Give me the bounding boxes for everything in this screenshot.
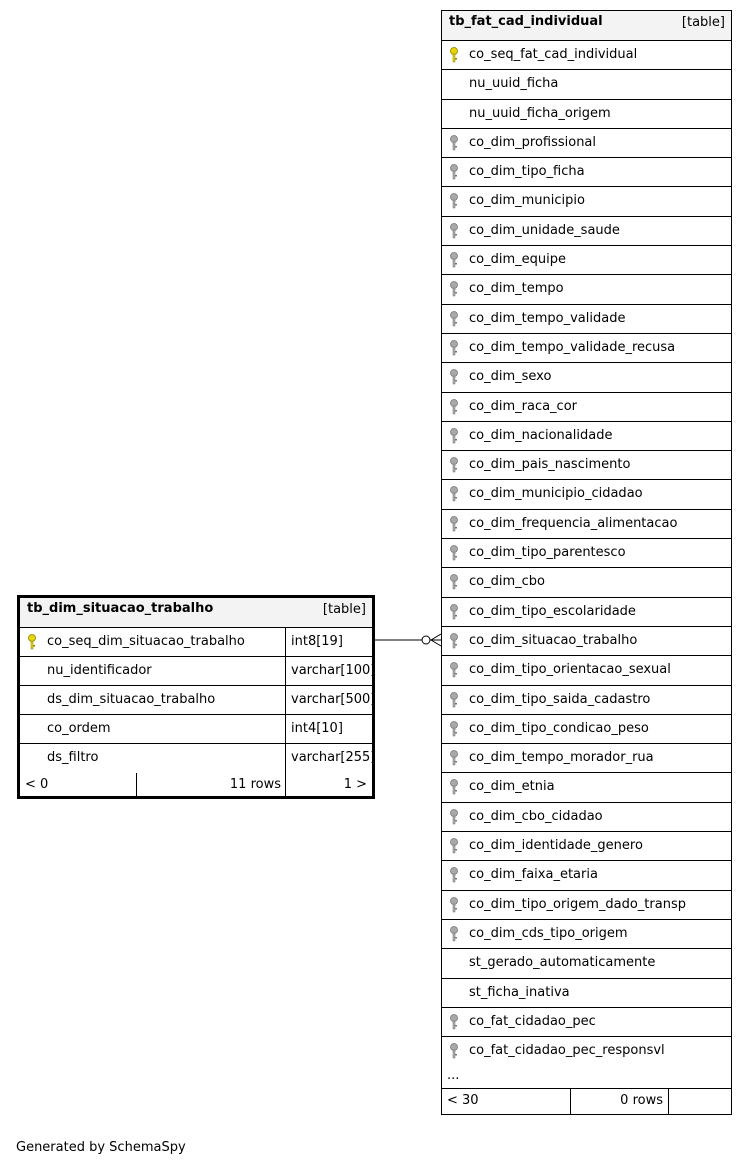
table-tb-fat-cad-individual[interactable] [441,10,732,1115]
generated-by-label: Generated by SchemaSpy [16,1140,186,1155]
column-row[interactable] [442,129,731,158]
column-row[interactable] [442,363,731,392]
foreign-key-icon [449,1043,459,1059]
foreign-key-icon [449,662,459,678]
column-name: co_dim_municipio [469,193,585,209]
column-row[interactable] [442,480,731,509]
column-name: co_dim_tipo_origem_dado_transp [469,896,686,912]
column-row[interactable] [442,979,731,1008]
column-name: co_dim_etnia [469,779,555,795]
foreign-key-icon [449,252,459,268]
column-name: co_dim_identidade_genero [469,838,643,854]
divider [285,686,286,714]
foreign-key-icon [449,164,459,180]
column-row[interactable] [20,657,376,686]
column-name: nu_uuid_ficha [469,76,559,92]
column-row[interactable] [442,539,731,568]
divider [285,715,286,743]
column-name: st_gerado_automaticamente [469,955,656,971]
foreign-key-icon [449,428,459,444]
more-columns-row [442,1066,731,1089]
column-row[interactable] [20,628,372,657]
column-row[interactable] [442,305,731,334]
column-type: int4[10] [291,721,343,736]
column-name: co_dim_tipo_orientacao_sexual [469,662,671,678]
column-row[interactable] [442,451,731,480]
column-row[interactable] [442,715,731,744]
column-name: co_dim_tempo_morador_rua [469,750,654,766]
column-type: varchar[100] [291,663,376,678]
foreign-key-icon [449,193,459,209]
foreign-key-icon [449,135,459,151]
divider [285,773,286,796]
foreign-key-icon [449,926,459,942]
foreign-key-icon [449,545,459,561]
foreign-key-icon [449,721,459,737]
column-name: co_dim_cds_tipo_origem [469,925,628,941]
column-row[interactable] [20,686,376,715]
column-row[interactable] [442,1008,731,1037]
column-name: co_dim_profissional [469,134,597,150]
column-name: co_dim_tempo_validade [469,310,626,326]
foreign-key-icon [449,838,459,854]
table-kind: [table] [322,602,366,617]
column-row[interactable] [442,568,731,597]
foreign-key-icon [449,369,459,385]
column-row[interactable] [442,100,731,129]
foreign-key-icon [449,1014,459,1030]
column-name: co_dim_tipo_ficha [469,164,585,180]
parents-count[interactable]: < 0 [25,777,49,792]
column-name: co_fat_cidadao_pec [469,1013,596,1029]
column-row[interactable] [442,686,731,715]
crowfoot-upper [431,634,441,640]
table-header[interactable] [20,598,372,628]
column-row[interactable] [442,1037,731,1066]
column-name: co_dim_tipo_saida_cadastro [469,691,651,707]
divider [285,744,286,773]
column-name: co_fat_cidadao_pec_responsvl [469,1043,665,1059]
column-type: int8[19] [291,634,343,649]
column-name: co_dim_frequencia_alimentacao [469,515,678,531]
column-row[interactable] [442,920,731,949]
foreign-key-icon [449,750,459,766]
divider [285,628,286,656]
column-name: ds_dim_situacao_trabalho [47,692,216,707]
column-type: varchar[500] [291,692,376,707]
column-name: co_dim_tipo_escolaridade [469,603,636,619]
column-name: co_dim_cbo [469,574,545,590]
children-count[interactable]: 1 > [343,777,367,792]
table-footer [20,773,372,796]
column-name: co_seq_fat_cad_individual [469,47,638,62]
row-count: 11 rows [229,777,281,792]
foreign-key-icon [449,779,459,795]
primary-key-icon [449,47,459,63]
table-header[interactable] [442,11,731,41]
column-row[interactable] [442,334,731,363]
column-name: co_dim_unidade_saude [469,222,620,238]
column-name: nu_uuid_ficha_origem [469,105,611,121]
column-row[interactable] [442,217,731,246]
column-name: co_dim_cbo_cidadao [469,808,603,824]
column-name: co_dim_raca_cor [469,398,577,414]
column-name: co_seq_dim_situacao_trabalho [47,634,245,649]
column-row[interactable] [442,187,731,216]
table-footer [442,1089,731,1114]
column-row[interactable] [442,627,731,656]
table-name: tb_fat_cad_individual [449,14,603,29]
column-row[interactable] [442,773,731,802]
column-row[interactable] [442,70,731,99]
column-name: st_ficha_inativa [469,984,570,1000]
divider [285,657,286,685]
divider [570,1089,571,1114]
foreign-key-icon [449,692,459,708]
foreign-key-icon [449,340,459,356]
table-tb-dim-situacao-trabalho[interactable] [17,595,375,799]
row-count: 0 rows [620,1093,663,1109]
column-row[interactable] [20,744,376,773]
column-type: varchar[255] [291,750,376,765]
column-name: co_dim_municipio_cidadao [469,486,643,502]
column-row[interactable] [442,246,731,275]
column-name: co_dim_situacao_trabalho [469,632,638,648]
table-kind: [table] [681,15,725,30]
column-name: ds_filtro [47,750,99,765]
column-name: co_dim_tempo [469,281,564,297]
foreign-key-icon [449,604,459,620]
crowfoot-lower [431,640,441,646]
column-row[interactable] [442,803,731,832]
column-name: co_dim_tipo_condicao_peso [469,720,649,736]
foreign-key-icon [449,486,459,502]
column-row[interactable] [20,715,372,744]
column-row[interactable] [442,891,731,920]
more-columns-ellipsis: ... [447,1068,460,1084]
divider [668,1089,669,1114]
column-row[interactable] [442,275,731,304]
column-name: co_dim_nacionalidade [469,427,613,443]
column-row[interactable] [442,861,731,890]
primary-key-icon [27,634,37,650]
column-name: co_dim_sexo [469,369,552,385]
foreign-key-icon [449,281,459,297]
column-row[interactable] [442,393,731,422]
foreign-key-icon [449,633,459,649]
foreign-key-icon [449,311,459,327]
column-name: nu_identificador [47,663,152,678]
foreign-key-icon [449,223,459,239]
divider [136,773,137,796]
column-row[interactable] [442,510,731,539]
column-row[interactable] [442,158,731,187]
column-row[interactable] [442,598,731,627]
column-row[interactable] [442,744,731,773]
column-name: co_dim_equipe [469,252,566,268]
column-row[interactable] [442,41,731,70]
column-name: co_dim_tempo_validade_recusa [469,339,676,355]
table-name: tb_dim_situacao_trabalho [27,601,214,616]
column-name: co_dim_pais_nascimento [469,457,631,473]
column-row[interactable] [442,832,731,861]
column-row[interactable] [442,422,731,451]
foreign-key-icon [449,516,459,532]
foreign-key-icon [449,399,459,415]
foreign-key-icon [449,574,459,590]
parents-count[interactable]: < 30 [447,1093,479,1109]
column-name: co_ordem [47,721,111,736]
column-row[interactable] [442,656,731,685]
foreign-key-icon [449,457,459,473]
column-name: co_dim_faixa_etaria [469,867,598,883]
foreign-key-icon [449,867,459,883]
column-name: co_dim_tipo_parentesco [469,545,626,561]
optional-marker [422,636,430,644]
foreign-key-icon [449,809,459,825]
foreign-key-icon [449,897,459,913]
column-row[interactable] [442,949,731,978]
